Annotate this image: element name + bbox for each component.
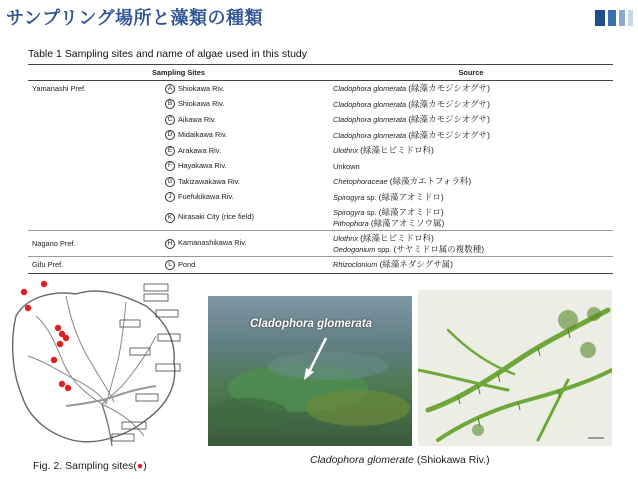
sampling-site-dot xyxy=(63,335,69,341)
site-name: Fuefukikawa Riv. xyxy=(178,192,234,202)
site-marker: B xyxy=(165,99,175,109)
table-row xyxy=(28,97,613,113)
table-row xyxy=(28,231,613,257)
title-accent-bar xyxy=(608,10,616,26)
sampling-site-dot xyxy=(57,341,63,347)
site-marker: J xyxy=(165,192,175,202)
fig2-caption-text: Fig. 2. Sampling sites xyxy=(33,460,134,472)
table-row xyxy=(28,159,613,175)
site-marker: L xyxy=(165,260,175,270)
site-name: Shiokawa Riv. xyxy=(178,99,225,109)
species-name-secondary: Pithophora xyxy=(333,218,369,228)
title-accent-bar xyxy=(628,10,633,26)
species-suffix: spp. xyxy=(377,244,392,254)
title-accent-bar xyxy=(619,10,625,26)
site-name: Pond xyxy=(178,259,196,269)
site-name: Aikawa Riv. xyxy=(178,114,217,124)
prefecture-cell xyxy=(28,97,161,113)
site-marker: A xyxy=(165,84,175,94)
site-name: Hayakawa Riv. xyxy=(178,161,227,171)
site-marker: G xyxy=(165,177,175,187)
sampling-site-dot xyxy=(41,281,47,287)
prefecture-cell xyxy=(28,159,161,175)
table-row xyxy=(28,112,613,128)
species-japanese-secondary: (サヤミドロ属の複数種) xyxy=(393,243,485,254)
site-marker: E xyxy=(165,146,175,156)
species-name: Cladophora glomerata xyxy=(333,84,407,94)
prefecture-cell xyxy=(28,128,161,144)
prefecture-cell xyxy=(28,205,161,231)
species-name-secondary: Oedogonium xyxy=(333,244,376,254)
table-row xyxy=(28,190,613,206)
species-name: Spirogyra xyxy=(333,192,365,202)
photo-label: Cladophora glomerata xyxy=(250,318,373,330)
prefecture-cell: Nagano Pref. xyxy=(28,231,161,257)
prefecture-cell xyxy=(28,174,161,190)
species-japanese: (緑藻ヒビミドロ科) xyxy=(360,145,434,156)
species-unknown: Unkown xyxy=(333,161,360,171)
species-name: Chetophoraceae xyxy=(333,177,388,187)
table-row xyxy=(28,205,613,231)
site-name: Midaikawa Riv. xyxy=(178,130,228,140)
species-name: Ulothrix xyxy=(333,146,359,156)
species-name: Cladophora glomerata xyxy=(333,130,407,140)
species-japanese: (緑藻カモジシオグサ) xyxy=(408,129,490,140)
slide-title: サンプリング場所と藻類の種類 xyxy=(6,8,264,29)
site-name: Kamanashikawa Riv. xyxy=(178,238,247,248)
fig2-paren-close: ) xyxy=(143,460,147,472)
table-caption: Table 1 Sampling sites and name of algae used in this study xyxy=(28,48,308,60)
prefecture-cell xyxy=(28,112,161,128)
photo-caption-location: (Shiokawa Riv.) xyxy=(413,454,490,466)
title-accent-bar xyxy=(595,10,605,26)
header-source: Source xyxy=(329,65,613,81)
sampling-site-dot xyxy=(25,305,31,311)
species-japanese: (緑藻カモジシオグサ) xyxy=(408,83,490,94)
site-name: Arakawa Riv. xyxy=(178,145,221,155)
species-japanese: (緑藻カモジシオグサ) xyxy=(408,98,490,109)
algae-microscope-photo xyxy=(418,290,612,446)
prefecture-cell xyxy=(28,190,161,206)
fig2-caption xyxy=(33,460,147,472)
sampling-map xyxy=(6,276,194,452)
species-name: Cladophora glomerata xyxy=(333,115,407,125)
table-row xyxy=(28,174,613,190)
table-row xyxy=(28,128,613,144)
sampling-site-dot xyxy=(65,385,71,391)
sampling-site-dot xyxy=(59,381,65,387)
site-marker: F xyxy=(165,161,175,171)
species-japanese-secondary: (緑藻アオミソウ属) xyxy=(370,217,445,228)
species-suffix: sp. xyxy=(366,192,377,202)
species-japanese: (緑藻カモジシオグサ) xyxy=(408,114,490,125)
species-japanese: (緑藻ネダシグサ属) xyxy=(379,259,453,270)
photo-caption-species: Cladophora glomerate xyxy=(310,454,414,466)
species-name: Ulothrix xyxy=(333,233,359,243)
sampling-site-dot xyxy=(51,357,57,363)
site-name: Shiokawa Riv. xyxy=(178,83,225,93)
species-name: Spirogyra xyxy=(333,207,365,217)
species-suffix: sp. xyxy=(366,207,377,217)
prefecture-cell xyxy=(28,143,161,159)
site-marker: H xyxy=(165,239,175,249)
header-sampling-sites: Sampling Sites xyxy=(28,65,329,81)
prefecture-cell: Yamanashi Pref. xyxy=(32,84,87,94)
species-japanese: (緑藻ヒビミドロ科) xyxy=(360,232,434,243)
red-dot-icon: ● xyxy=(136,460,144,472)
table-row xyxy=(28,81,613,97)
sampling-site-dot xyxy=(21,289,27,295)
fig2-paren-open: ( xyxy=(133,460,137,472)
table-row xyxy=(28,143,613,159)
sampling-table xyxy=(28,64,613,274)
species-japanese: (緑藻アオミドロ) xyxy=(378,191,444,202)
site-name: Nirasaki City (rice field) xyxy=(178,212,254,222)
species-name: Rhizoclonium xyxy=(333,260,378,270)
photo-caption xyxy=(310,454,490,466)
sampling-site-dot xyxy=(55,325,61,331)
table-row xyxy=(28,257,613,274)
site-marker: K xyxy=(165,213,175,223)
species-japanese: (緑藻アオミドロ) xyxy=(378,206,444,217)
species-name: Cladophora glomerata xyxy=(333,99,407,109)
prefecture-cell: Gifu Pref. xyxy=(28,257,161,274)
site-marker: C xyxy=(165,115,175,125)
site-name: Takizawakawa Riv. xyxy=(178,176,240,186)
species-japanese: (緑藻カエトフォラ科) xyxy=(389,176,472,187)
site-marker: D xyxy=(165,130,175,140)
